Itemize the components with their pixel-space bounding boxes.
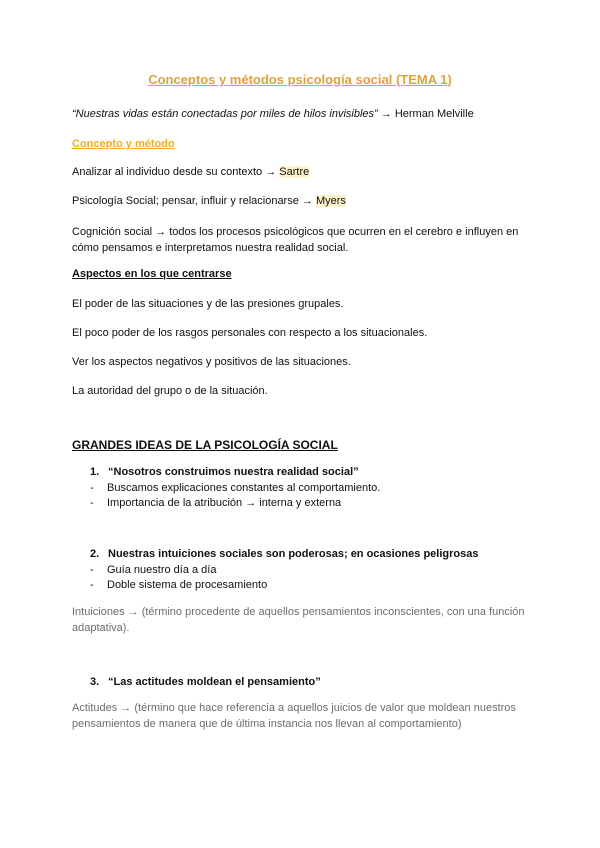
bullet-dash: - — [90, 579, 94, 591]
bullet-dash: - — [90, 497, 94, 509]
aspectos-heading: Aspectos en los que centrarse — [72, 268, 232, 280]
idea-2-text: Nuestras intuiciones sociales son poderosas; en ocasiones peligrosas — [108, 548, 479, 560]
aspectos-item: El poco poder de los rasgos personales con respecto a los situacionales. — [72, 327, 428, 339]
idea-2-title — [90, 548, 478, 560]
actitudes-note: Actitudes → (término que hace referencia a aquellos juicios de valor que moldean nuestros pensamientos de manera que de última instancia nos llevan al comportamiento) — [72, 702, 516, 730]
idea-2-bullet — [90, 564, 216, 576]
bullet-dash: - — [90, 482, 94, 494]
idea-1-bullet — [90, 497, 341, 509]
quote-text: “Nuestras vidas están conectadas por miles de hilos invisibles” — [72, 108, 378, 120]
myers-highlight: Myers — [315, 195, 346, 207]
bullet-text: Guía nuestro día a día — [107, 564, 217, 576]
idea-3-title — [90, 676, 321, 688]
idea-1-bullet — [90, 482, 380, 494]
quote-author: Herman Melville — [394, 108, 474, 120]
idea-2-bullet — [90, 579, 267, 591]
bullet-text: Buscamos explicaciones constantes al comportamiento. — [107, 482, 381, 494]
idea-3-text: “Las actitudes moldean el pensamiento” — [108, 676, 321, 688]
concepto-line-1-text: Analizar al individuo desde su contexto → — [72, 166, 280, 178]
quote-line — [72, 108, 474, 120]
aspectos-item: El poder de las situaciones y de las presiones grupales. — [72, 298, 344, 310]
idea-3-number: 3. — [90, 676, 100, 688]
idea-1-number: 1. — [90, 466, 100, 478]
bullet-text: Importancia de la atribución → interna y externa — [107, 497, 342, 509]
bullet-dash: - — [90, 564, 94, 576]
concepto-line-2 — [72, 195, 346, 207]
concepto-line-1 — [72, 166, 309, 178]
aspectos-item: La autoridad del grupo o de la situación. — [72, 385, 268, 397]
bullet-text: Doble sistema de procesamiento — [107, 579, 268, 591]
cognicion-paragraph: Cognición social → todos los procesos psicológicos que ocurren en el cerebro e influyen en cómo pensamos e interpretamos nuestra realidad social. — [72, 226, 519, 254]
document-title: Conceptos y métodos psicología social (TEMA 1) — [148, 72, 452, 87]
idea-1-text: “Nosotros construimos nuestra realidad social” — [108, 466, 359, 478]
aspectos-item: Ver los aspectos negativos y positivos de las situaciones. — [72, 356, 351, 368]
idea-1-title — [90, 466, 359, 478]
quote-arrow: → — [377, 108, 395, 120]
idea-2-number: 2. — [90, 548, 100, 560]
concepto-heading: Concepto y método — [72, 138, 175, 150]
intuiciones-note: Intuiciones → (término procedente de aquellos pensamientos inconscientes, con una función adaptativa). — [72, 606, 525, 634]
concepto-line-2-text: Psicología Social; pensar, influir y relacionarse → — [72, 195, 316, 207]
sartre-highlight: Sartre — [279, 166, 310, 178]
grandes-ideas-heading: GRANDES IDEAS DE LA PSICOLOGÍA SOCIAL — [72, 438, 338, 452]
